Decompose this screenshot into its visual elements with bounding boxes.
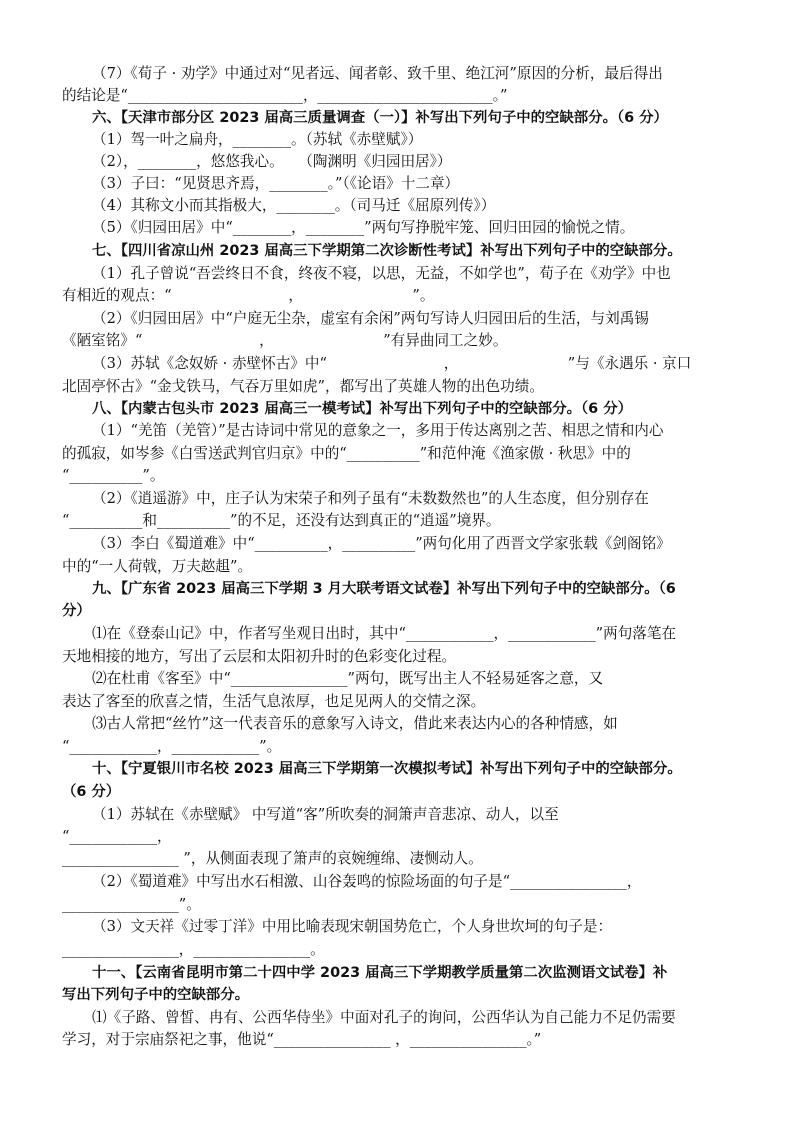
section-heading: 十、【宁夏银川市名校 2023 届高三下学期第一次模拟考试】补写出下列句子中的空缺部分。 — [92, 761, 682, 777]
text-line: （2）《逍遥游》中，庄子认为宋荣子和列子虽有“未数数然也”的人生态度，但分别存在 — [92, 490, 649, 507]
text-line: ⑵在杜甫《客至》中“________________”两句，既写出主人不轻易延客之意，又 — [92, 670, 604, 687]
text-line: 的结论是“________________________，________________________。” — [62, 87, 508, 104]
text-line: ⑴《子路、曾皙、冉有、公西华侍坐》中面对孔子的询问，公西华认为自己能力不足仍需要 — [92, 1009, 676, 1026]
section-heading: 七、【四川省凉山州 2023 届高三下学期第二次诊断性考试】补写出下列句子中的空缺部分。 — [92, 243, 682, 259]
text-line: ________________ ”，从侧面表现了箫声的哀婉缠绵、凄恻动人。 — [62, 850, 483, 867]
text-line: 表达了客至的欣喜之情，生活气息浓厚，也足见两人的交情之深。 — [62, 693, 486, 710]
text-line: （1）苏轼在《赤壁赋》 中写道“客”所吹奏的洞箫声音悲凉、动人，以至 — [92, 806, 559, 823]
text-line: （3）文天祥《过零丁洋》中用比喻表现宋朝国势危亡，个人身世坎坷的句子是： — [92, 918, 613, 935]
section-heading: 九、【广东省 2023 届高三下学期 3 月大联考语文试卷】补写出下列句子中的空缺部分。（6 — [92, 581, 676, 597]
text-line: （3）苏轼《念奴娇 · 赤壁怀古》中“ ， ”与《永遇乐 · 京口 — [92, 355, 692, 372]
section-heading: 八、【内蒙古包头市 2023 届高三一模考试】补写出下列句子中的空缺部分。（6 分） — [92, 401, 632, 417]
section-heading: （6 分） — [62, 784, 121, 800]
text-line: “____________，____________”。 — [62, 738, 282, 755]
text-line: 有相近的观点：“ ， ”。 — [62, 287, 435, 304]
text-line: （1）“羌笛（羌管）”是古诗词中常见的意象之一，多用于传达离别之苦、相思之情和内心 — [92, 422, 664, 439]
text-line: ________________”。 — [62, 896, 201, 913]
section-heading: 分） — [62, 603, 91, 619]
text-line: ⑴在《登泰山记》中，作者写坐观日出时，其中“____________，____________”两句落笔在 — [92, 625, 677, 642]
text-line: （3）李白《蜀道难》中“__________，__________”两句化用了西晋文学家张载《剑阁铭》 — [92, 535, 671, 552]
text-line: 北固亭怀古》“金戈铁马，气吞万里如虎”，都写出了英雄人物的出色功绩。 — [62, 378, 544, 395]
text-line: 天地相接的地方，写出了云层和太阳初升时的色彩变化过程。 — [62, 648, 457, 665]
text-line: 的孤寂，如岑参《白雪送武判官归京》中的“__________”和范仲淹《渔家傲 · 秋思》中的 — [62, 445, 631, 462]
section-heading: 六、【天津市部分区 2023 届高三质量调查（一）】补写出下列句子中的空缺部分。（6 分） — [92, 110, 668, 126]
text-line: （2），________，悠悠我心。 （陶渊明《归园田居》） — [92, 153, 452, 170]
text-line: （2）《蜀道难》中写出水石相激、山谷轰鸣的惊险场面的句子是“________________， — [92, 873, 642, 890]
text-line: （4）其称文小而其指极大，________。（司马迁《屈原列传》） — [92, 197, 496, 214]
text-line: 《陋室铭》“ ， ”有异曲同工之妙。 — [62, 332, 508, 349]
section-heading: 十一、【云南省昆明市第二十四中学 2023 届高三下学期教学质量第二次监测语文试卷】补 — [92, 965, 668, 981]
text-line: （3）子曰：“见贤思齐焉，________。”（《论语》十二章） — [92, 175, 460, 192]
text-line: （2）《归园田居》中“户庭无尘杂，虚室有余闲”两句写诗人归园田后的生活，与刘禹锡 — [92, 310, 649, 327]
text-line: ⑶古人常把“丝竹”这一代表音乐的意象写入诗文，借此来表达内心的各种情感，如 — [92, 715, 618, 732]
text-line: （5）《归园田居》中“________，________”两句写挣脱牢笼、回归田园的愉悦之情。 — [92, 219, 635, 236]
text-line: “__________和__________”的不足，还没有达到真正的“逍遥”境界。 — [62, 512, 501, 529]
text-line: （1）驾一叶之扁舟，________。（苏轼《赤壁赋》） — [92, 131, 423, 148]
text-line: （1）孔子曾说“吾尝终日不食，终夜不寝，以思，无益，不如学也”，荀子在《劝学》中也 — [92, 265, 671, 282]
text-line: “____________， — [62, 828, 172, 845]
text-line: “__________”。 — [62, 467, 165, 484]
text-line: ________________，________________。 — [62, 941, 325, 958]
text-line: 中的“一人荷戟，万夫趑趄”。 — [62, 558, 253, 575]
text-line: 学习，对于宗庙祭祀之事，他说“________________ ，________________。” — [62, 1031, 542, 1048]
section-heading: 写出下列句子中的空缺部分。 — [62, 987, 250, 1003]
text-line: （7）《荀子 · 劝学》中通过对“见者远、闻者彰、致千里、绝江河”原因的分析，最后得出 — [92, 65, 663, 82]
